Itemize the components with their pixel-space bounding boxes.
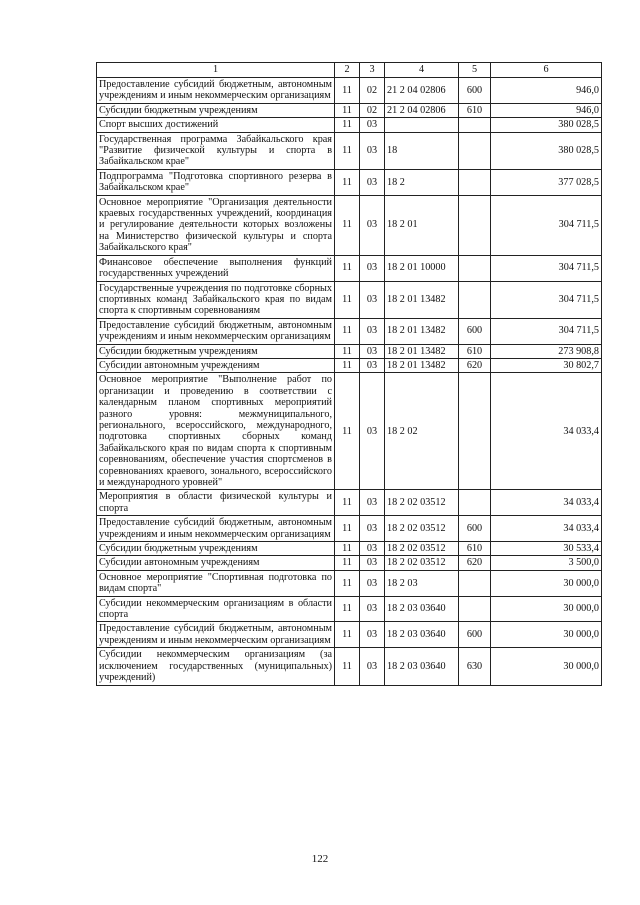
- table-row: [97, 648, 602, 685]
- row-subsection: 03: [360, 570, 385, 596]
- row-expense-type: 610: [459, 103, 491, 117]
- header-col-1: 1: [97, 63, 335, 78]
- row-subsection: 03: [360, 132, 385, 169]
- table-row: [97, 132, 602, 169]
- row-target-article: [385, 118, 459, 132]
- row-name: Предоставление субсидий бюджетным, автономным учреждениям и иным некоммерческим организациям: [97, 318, 335, 344]
- row-target-article: 18: [385, 132, 459, 169]
- row-section: 11: [335, 596, 360, 622]
- row-target-article: 18 2 03 03640: [385, 622, 459, 648]
- row-amount: 380 028,5: [491, 118, 602, 132]
- row-section: 11: [335, 373, 360, 490]
- row-target-article: 18 2: [385, 169, 459, 195]
- row-target-article: 21 2 04 02806: [385, 78, 459, 104]
- row-target-article: 18 2 02: [385, 373, 459, 490]
- row-amount: 34 033,4: [491, 516, 602, 542]
- table-row: [97, 281, 602, 318]
- row-name: Предоставление субсидий бюджетным, автономным учреждениям и иным некоммерческим организациям: [97, 622, 335, 648]
- row-amount: 304 711,5: [491, 281, 602, 318]
- row-section: 11: [335, 570, 360, 596]
- table-row: [97, 358, 602, 372]
- row-expense-type: [459, 596, 491, 622]
- row-subsection: 02: [360, 103, 385, 117]
- table-row: [97, 344, 602, 358]
- row-section: 11: [335, 78, 360, 104]
- row-section: 11: [335, 358, 360, 372]
- table-row: [97, 318, 602, 344]
- row-amount: 377 028,5: [491, 169, 602, 195]
- row-expense-type: [459, 373, 491, 490]
- row-subsection: 02: [360, 78, 385, 104]
- row-subsection: 03: [360, 542, 385, 556]
- table-row: [97, 103, 602, 117]
- row-target-article: 18 2 01 13482: [385, 358, 459, 372]
- row-target-article: 18 2 03 03640: [385, 648, 459, 685]
- row-expense-type: [459, 169, 491, 195]
- row-name: Государственные учреждения по подготовке сборных спортивных команд Забайкальского края по видам спорта к спортивным соревнованиям: [97, 281, 335, 318]
- row-section: 11: [335, 516, 360, 542]
- row-expense-type: 600: [459, 318, 491, 344]
- row-expense-type: 600: [459, 78, 491, 104]
- row-name: Предоставление субсидий бюджетным, автономным учреждениям и иным некоммерческим организациям: [97, 516, 335, 542]
- row-name: Основное мероприятие "Выполнение работ по организации и проведению в соответствии с календарным планом спортивных мероприятий разного уровня: межмуниципального, регионального, всероссийского, международного, подготовка спортивных сборных команд Забайкальского края по видам спорта к спортивным соревнованиям, обеспечение участия спортсменов в соревнованиях краевого, зонального, всероссийского и международного уровней": [97, 373, 335, 490]
- row-section: 11: [335, 195, 360, 255]
- row-name: Финансовое обеспечение выполнения функций государственных учреждений: [97, 255, 335, 281]
- row-subsection: 03: [360, 596, 385, 622]
- row-target-article: 18 2 02 03512: [385, 556, 459, 570]
- row-amount: 30 000,0: [491, 570, 602, 596]
- row-amount: 34 033,4: [491, 373, 602, 490]
- table-row: [97, 118, 602, 132]
- row-subsection: 03: [360, 648, 385, 685]
- row-amount: 304 711,5: [491, 195, 602, 255]
- row-target-article: 18 2 01 13482: [385, 281, 459, 318]
- row-section: 11: [335, 490, 360, 516]
- row-expense-type: 620: [459, 358, 491, 372]
- row-amount: 380 028,5: [491, 132, 602, 169]
- row-name: Мероприятия в области физической культуры и спорта: [97, 490, 335, 516]
- row-section: 11: [335, 255, 360, 281]
- row-section: 11: [335, 542, 360, 556]
- table-row: [97, 78, 602, 104]
- row-name: Субсидии некоммерческим организациям в области спорта: [97, 596, 335, 622]
- row-amount: 946,0: [491, 103, 602, 117]
- row-amount: 3 500,0: [491, 556, 602, 570]
- row-name: Субсидии автономным учреждениям: [97, 556, 335, 570]
- row-name: Субсидии бюджетным учреждениям: [97, 103, 335, 117]
- row-amount: 34 033,4: [491, 490, 602, 516]
- header-col-5: 5: [459, 63, 491, 78]
- row-expense-type: 610: [459, 542, 491, 556]
- row-section: 11: [335, 556, 360, 570]
- row-amount: 304 711,5: [491, 255, 602, 281]
- row-name: Предоставление субсидий бюджетным, автономным учреждениям и иным некоммерческим организациям: [97, 78, 335, 104]
- row-expense-type: [459, 132, 491, 169]
- row-target-article: 18 2 02 03512: [385, 490, 459, 516]
- row-amount: 30 802,7: [491, 358, 602, 372]
- row-section: 11: [335, 344, 360, 358]
- row-amount: 304 711,5: [491, 318, 602, 344]
- row-subsection: 03: [360, 169, 385, 195]
- row-expense-type: 610: [459, 344, 491, 358]
- row-amount: 30 000,0: [491, 648, 602, 685]
- table-row: [97, 542, 602, 556]
- table-row: [97, 570, 602, 596]
- row-amount: 30 000,0: [491, 596, 602, 622]
- row-target-article: 18 2 01 10000: [385, 255, 459, 281]
- row-subsection: 03: [360, 255, 385, 281]
- row-target-article: 18 2 02 03512: [385, 542, 459, 556]
- row-subsection: 03: [360, 358, 385, 372]
- row-expense-type: [459, 490, 491, 516]
- row-expense-type: [459, 195, 491, 255]
- table-body: [97, 78, 602, 686]
- header-col-4: 4: [385, 63, 459, 78]
- row-name: Субсидии бюджетным учреждениям: [97, 542, 335, 556]
- row-expense-type: [459, 255, 491, 281]
- row-subsection: 03: [360, 281, 385, 318]
- row-expense-type: 630: [459, 648, 491, 685]
- row-section: 11: [335, 318, 360, 344]
- row-subsection: 03: [360, 344, 385, 358]
- row-target-article: 18 2 03 03640: [385, 596, 459, 622]
- row-target-article: 18 2 01 13482: [385, 318, 459, 344]
- row-name: Основное мероприятие "Спортивная подготовка по видам спорта": [97, 570, 335, 596]
- row-expense-type: [459, 281, 491, 318]
- row-expense-type: 600: [459, 622, 491, 648]
- row-name: Субсидии автономным учреждениям: [97, 358, 335, 372]
- header-col-2: 2: [335, 63, 360, 78]
- row-section: 11: [335, 103, 360, 117]
- row-name: Субсидии некоммерческим организациям (за исключением государственных (муниципальных) учреждений): [97, 648, 335, 685]
- header-col-3: 3: [360, 63, 385, 78]
- row-subsection: 03: [360, 373, 385, 490]
- table-row: [97, 596, 602, 622]
- row-name: Основное мероприятие "Организация деятельности краевых государственных учреждений, координация и регулирование деятельности которых возложены на Министерство физической культуры и спорта Забайкальского края": [97, 195, 335, 255]
- row-target-article: 21 2 04 02806: [385, 103, 459, 117]
- row-subsection: 03: [360, 318, 385, 344]
- row-subsection: 03: [360, 490, 385, 516]
- row-section: 11: [335, 281, 360, 318]
- row-target-article: 18 2 03: [385, 570, 459, 596]
- row-amount: 30 533,4: [491, 542, 602, 556]
- row-target-article: 18 2 01 13482: [385, 344, 459, 358]
- row-name: Спорт высших достижений: [97, 118, 335, 132]
- table-row: [97, 255, 602, 281]
- row-amount: 30 000,0: [491, 622, 602, 648]
- table-row: [97, 373, 602, 490]
- row-expense-type: [459, 118, 491, 132]
- row-subsection: 03: [360, 195, 385, 255]
- row-section: 11: [335, 648, 360, 685]
- row-expense-type: 600: [459, 516, 491, 542]
- row-subsection: 03: [360, 622, 385, 648]
- row-section: 11: [335, 169, 360, 195]
- table-row: [97, 169, 602, 195]
- row-name: Государственная программа Забайкальского края "Развитие физической культуры и спорта в Забайкальском крае": [97, 132, 335, 169]
- row-expense-type: 620: [459, 556, 491, 570]
- row-section: 11: [335, 118, 360, 132]
- header-col-6: 6: [491, 63, 602, 78]
- row-amount: 946,0: [491, 78, 602, 104]
- budget-table: [96, 62, 602, 686]
- table-row: [97, 516, 602, 542]
- row-name: Субсидии бюджетным учреждениям: [97, 344, 335, 358]
- row-expense-type: [459, 570, 491, 596]
- row-target-article: 18 2 01: [385, 195, 459, 255]
- table-row: [97, 556, 602, 570]
- row-amount: 273 908,8: [491, 344, 602, 358]
- table-row: [97, 195, 602, 255]
- page-number: 122: [311, 853, 329, 865]
- row-target-article: 18 2 02 03512: [385, 516, 459, 542]
- table-row: [97, 490, 602, 516]
- row-subsection: 03: [360, 556, 385, 570]
- row-name: Подпрограмма "Подготовка спортивного резерва в Забайкальском крае": [97, 169, 335, 195]
- table-header-row: [97, 63, 602, 78]
- row-subsection: 03: [360, 118, 385, 132]
- row-section: 11: [335, 622, 360, 648]
- row-subsection: 03: [360, 516, 385, 542]
- row-section: 11: [335, 132, 360, 169]
- table-row: [97, 622, 602, 648]
